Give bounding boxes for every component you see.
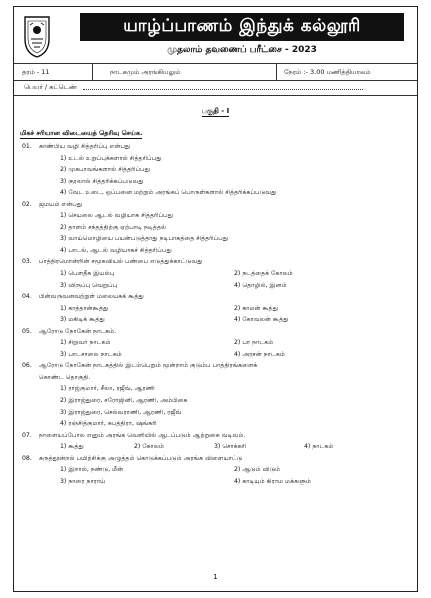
answer-option-row (14, 268, 417, 280)
question-text: பின்வருவனவற்றுள் மலையகக் கூத்து (39, 293, 144, 301)
name-index-row (14, 79, 417, 96)
question-text: காண்பிய வழி சித்தரிப்பு என்பது (39, 143, 131, 150)
question-text: ஆரோடு நோகேன் நாடகத்தில் இடம்பெறும் மூன்றாம் குடும்ப பாத்திரங்களைக் (39, 362, 258, 370)
question-list (14, 141, 417, 487)
info-divider (92, 64, 93, 80)
name-index-label: பெயர் / சுட்டெண் (24, 82, 78, 91)
answer-option: 2) பா நாடகம் (234, 339, 274, 347)
answer-option-row (14, 441, 417, 453)
question-number: 03. (22, 258, 32, 266)
question-text: கருத்தூன்றல் பயிற்சிக்கு அழுத்தம் கொடுக்கப்படும் அரங்க விளையாட்டு (39, 454, 243, 462)
exam-page (13, 6, 418, 592)
answer-option: 3) இராஜ்துரை, செல்வராணி, ஆரணி, ரஜீவ் (60, 408, 182, 416)
question-number: 04. (22, 293, 32, 301)
question-number: 06. (22, 362, 32, 370)
question-stem (14, 291, 417, 303)
question-text: கொண்ட தொகுதி. (39, 373, 91, 381)
exam-title: முதலாம் தவணைப் பரீட்சை - 2023 (167, 45, 317, 55)
answer-option: 1) இறால், நண்டு, மீன் (60, 466, 124, 474)
question-stem (14, 453, 417, 465)
answer-option: 4) காடியும் கிராம மக்களும் (234, 477, 311, 485)
subject-label: நாடகமும் அரங்கியலும் (110, 67, 181, 76)
part-heading (14, 107, 417, 116)
answer-option: 1) ராஜ்குமார், சீலா, ரஜீவ், ஆரணி (60, 385, 155, 393)
question-stem-continued (14, 372, 417, 384)
question-stem (14, 360, 417, 372)
answer-option: 4) பாடல், ஆடல் வழியாகச் சித்தரிப்பது (60, 246, 172, 254)
answer-option: 4) ரஞ்சித்குமார், சுபத்திரா, ஷங்கரி (60, 420, 157, 428)
answer-option: 4) கோவலன் கூத்து (234, 316, 289, 324)
answer-option: 3) பாடசாலை நாடகம் (60, 350, 122, 358)
answer-option: 3) விருப்பு வெறுப்பு (60, 281, 118, 289)
answer-option: 1) பௌதீக இயல்பு (60, 270, 115, 278)
question-4 (14, 291, 417, 326)
answer-option-row (14, 464, 417, 476)
question-number: 02. (22, 200, 32, 208)
question-2 (14, 199, 417, 257)
page-number: 1 (213, 573, 218, 581)
answer-option: 1) சிறுவர் நாடகம் (60, 339, 111, 347)
answer-option-row (14, 476, 417, 488)
question-number: 07. (22, 431, 32, 439)
answer-option: 4) தொழில், இனம் (234, 281, 287, 289)
answer-option: 4) வேட உடை, ஒப்பனை மற்றும் அரங்கப் பொருள்களால் சித்தரிக்கப்படுவது (60, 189, 277, 197)
answer-option: 2) தாளம் சந்தத்திற்கு ஏற்பாடி நடித்தல் (60, 223, 167, 231)
info-divider (276, 64, 277, 80)
name-index-blank-line (83, 88, 363, 90)
question-stem (14, 199, 417, 211)
question-1 (14, 141, 417, 199)
answer-option: 1) உடல் உறுப்புக்களால் சித்தரிப்பது (60, 154, 162, 162)
answer-option: 2) ஆடும் விடும் (234, 466, 281, 474)
answer-option-row (14, 280, 417, 292)
answer-option-row (14, 337, 417, 349)
question-stem (14, 326, 417, 338)
answer-option: 1) கூத்து (60, 443, 84, 451)
answer-option: 2) முகபாவங்களால் சித்தரிப்பது (60, 166, 151, 174)
answer-option: 2) இராஜ்துரை, சரோஜினி, ஆரணி, அம்பிகை (60, 397, 188, 405)
answer-option: 4) நாடகம் (304, 443, 334, 451)
question-8 (14, 453, 417, 488)
question-6 (14, 360, 417, 429)
answer-option: 2) காமன் கூத்து (234, 304, 279, 312)
school-crest-icon (22, 13, 52, 59)
time-label: நேரம் :- 3.00 மணித்தியாலம் (284, 67, 371, 76)
question-text: நாளையப்போல எனும் அரங்க வெளியில் ஆடப்படும் ஆற்றுகை வடிவம். (39, 431, 246, 439)
question-stem (14, 256, 417, 268)
question-number: 08. (22, 454, 32, 462)
answer-option-row (14, 314, 417, 326)
question-stem (14, 141, 417, 153)
question-stem (14, 430, 417, 442)
question-number: 01. (22, 143, 32, 150)
answer-option: 2) நடத்தைக் கோலம் (234, 270, 293, 278)
instruction-text: மிகச் சரியான விடையைத் தெரிவு செய்க. (20, 129, 143, 137)
answer-option: 4) அரசன் நாடகம் (234, 350, 285, 358)
question-text: ஜமயம் என்பது (39, 200, 83, 208)
question-3 (14, 256, 417, 291)
answer-option: 1) காத்தான்கூத்து (60, 304, 109, 312)
answer-option: 3) நாரை நாராய் (60, 477, 106, 485)
answer-option-row (14, 349, 417, 361)
answer-option: 1) செயலை ஆடல் வழியாக சித்தரிப்பது (60, 212, 174, 220)
answer-option: 3) மகிடிக் கூத்து (60, 316, 105, 324)
answer-option: 2) கோலம் (134, 443, 165, 451)
part-label: பகுதி - I (201, 107, 230, 115)
grade-label: தரம் - 11 (22, 67, 50, 76)
exam-header (14, 7, 417, 69)
question-7 (14, 430, 417, 453)
answer-option-row (14, 303, 417, 315)
question-text: பாத்திரமொன்றின் சமூகவியல் பண்பை எடுத்துக்காட்டுவது (39, 258, 203, 266)
answer-option: 3) சொக்கரி (214, 443, 247, 451)
question-number: 05. (22, 327, 32, 335)
answer-option: 3) குரலால் சித்தரிக்கப்படுவது (60, 177, 144, 185)
school-name-banner: யாழ்ப்பாணம் இந்துக் கல்லூரி (80, 13, 404, 41)
question-5 (14, 326, 417, 361)
question-text: ஆரோடு நோகேன் நாடகம். (39, 327, 117, 335)
answer-option: 3) வாய்மொழியை பயன்படுத்தாது நடிபாகத்தை சித்தரிப்பது (60, 235, 229, 243)
